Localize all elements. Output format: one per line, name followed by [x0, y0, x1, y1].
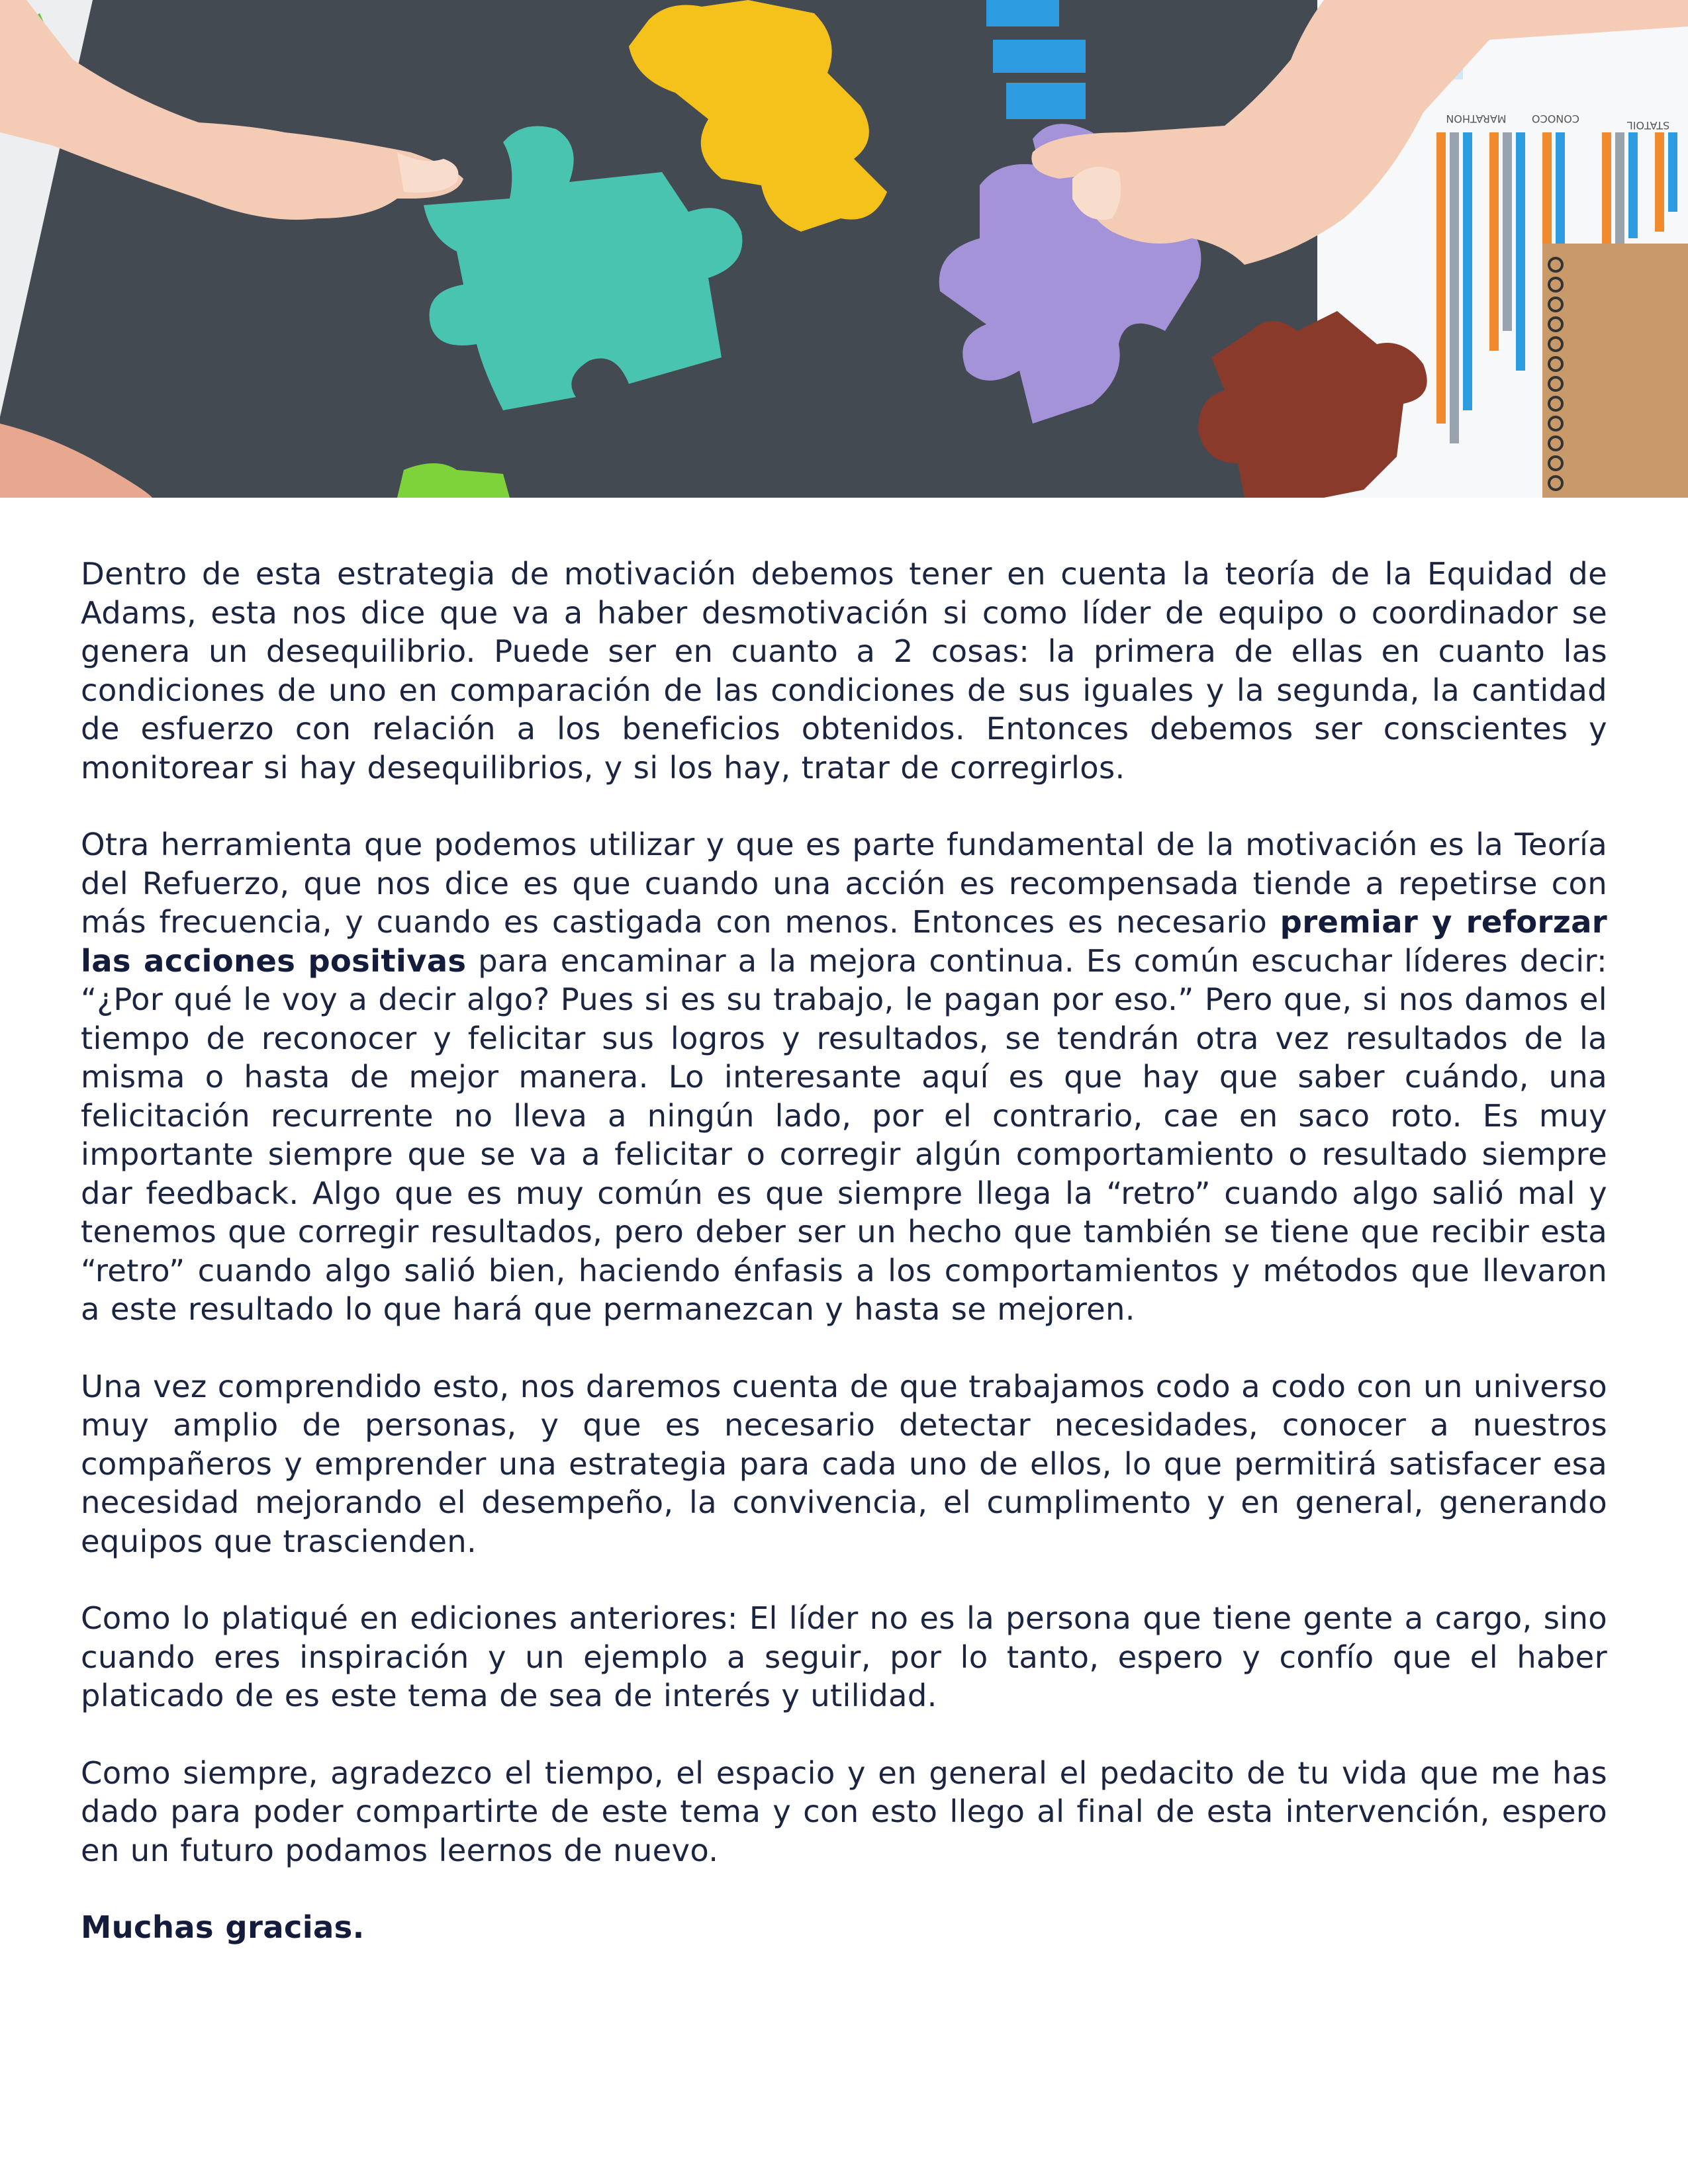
- paragraph-text: Dentro de esta estrategia de motivación debemos tener en cuenta la teoría de la Equidad de Adams, esta nos dice que va a haber desmotivación si como líder de equipo o coordinador se genera un desequilibrio. Puede ser en cuanto a 2 cosas: la primera de ellas en cuanto las condiciones de uno en comparación de las condiciones de sus iguales y la segunda, la cantidad de esfuerzo con relación a los beneficios obtenidos. Entonces debemos ser conscientes y monitorear si hay desequilibrios, y si los hay, tratar de corregirlos.: [81, 556, 1607, 786]
- paragraph-text-before: Otra herramienta que podemos utilizar y que es parte fundamental de la motivación es la Teoría del Refuerzo, que nos dice es que cuando una acción es recompensada tiende a repetirse con más frecuencia, y cuando es castigada con menos. Entonces es necesario: [81, 827, 1607, 940]
- paragraph-agradecimiento: [81, 1754, 1607, 1870]
- svg-text:CONOCO: CONOCO: [1531, 113, 1580, 125]
- paragraph-text: Como siempre, agradezco el tiempo, el espacio y en general el pedacito de tu vida que me has dado para poder compartirte de este tema y con esto llego al final de esta intervención, espero en un futuro podamos leernos de nuevo.: [81, 1754, 1607, 1868]
- paragraph-text: Como lo platiqué en ediciones anteriores: El líder no es la persona que tiene gente a cargo, sino cuando eres inspiración y un ejemplo a seguir, por lo tanto, espero y confío que el haber platicado de es este tema de sea de interés y utilidad.: [81, 1600, 1607, 1713]
- paragraph-teoria-refuerzo: [81, 825, 1607, 1329]
- paragraph-equidad-adams: [81, 555, 1607, 787]
- closing-thanks: Muchas gracias.: [81, 1909, 365, 1945]
- highlighted-phrase: premiar y reforzar las acciones positivas: [81, 904, 1608, 979]
- puzzle-pieces-illustration: [0, 0, 1688, 498]
- article-body: [81, 555, 1607, 1985]
- paragraph-equipos: [81, 1367, 1607, 1561]
- paragraph-text: Una vez comprendido esto, nos daremos cuenta de que trabajamos codo a codo con un universo muy amplio de personas, y que es necesario detectar necesidades, conocer a nuestros compañeros y emprender una estrategia para cada uno de ellos, lo que permitirá satisfacer esa necesidad mejorando el desempeño, la convivencia, el cumplimento y en general, generando equipos que trascienden.: [81, 1368, 1607, 1559]
- paragraph-lider: [81, 1599, 1607, 1715]
- svg-text:STATOIL: STATOIL: [1626, 119, 1670, 132]
- svg-text:MARATHON: MARATHON: [1446, 113, 1507, 125]
- paragraph-text-after: para encaminar a la mejora continua. Es común escuchar líderes decir: “¿Por qué le voy a decir algo? Pues si es su trabajo, le pagan por eso.” Pero que, si nos damos el tiempo de reconocer y felicitar sus logros y resultados, se tendrán otra vez resultados de la misma o hasta de mejor manera. Lo interesante aquí es que hay que saber cuándo, una felicitación recurrente no lleva a ningún lado, por el contrario, cae en saco roto. Es muy importante siempre que se va a felicitar o corregir algún comportamiento o resultado siempre dar feedback. Algo que es muy común es que siempre llega la “retro” cuando algo salió mal y tenemos que corregir resultados, pero deber ser un hecho que también se tiene que recibir esta “retro” cuando algo salió bien, haciendo énfasis a los comportamientos y métodos que llevaron a este resultado lo que hará que permanezcan y hasta se mejoren.: [81, 942, 1607, 1327]
- hero-image: [0, 0, 1688, 498]
- notebook: [1542, 244, 1688, 498]
